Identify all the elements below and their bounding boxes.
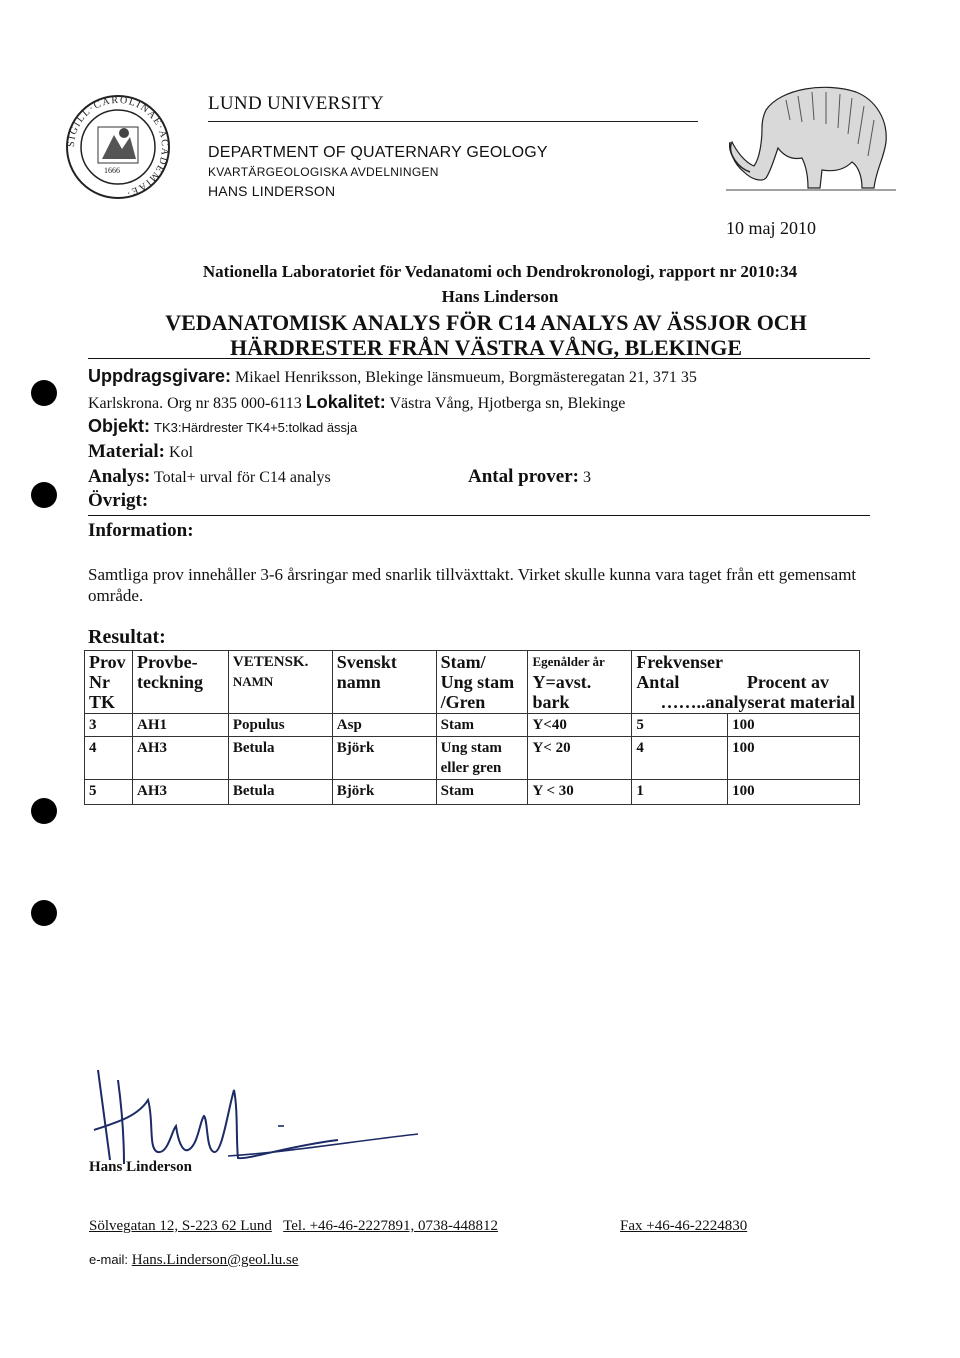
results-heading: Resultat:: [88, 626, 166, 648]
cell-vetensk: Populus: [228, 714, 332, 737]
report-title-line1: VEDANATOMISK ANALYS FÖR C14 ANALYS AV ÄSSJOR OCH: [165, 310, 807, 335]
header-rule: [208, 121, 698, 122]
email-label: e-mail:: [89, 1252, 129, 1267]
svg-text:SIGILL·CAROLINAE·ACADEMIAE·: SIGILL·CAROLINAE·ACADEMIAE·: [65, 94, 171, 199]
header-svenskt: Svenskt namn: [332, 651, 436, 714]
university-name: LUND UNIVERSITY: [208, 93, 385, 114]
cell-vetensk: Betula: [228, 737, 332, 780]
header-frekvenser: Frekvenser Antal Procent av ……..analyserat material: [632, 651, 860, 714]
analys-field: [88, 466, 331, 488]
report-date: 10 maj 2010: [726, 218, 816, 238]
cell-svenskt: Björk: [332, 737, 436, 780]
report-title-line2: HÄRDRESTER FRÅN VÄSTRA VÅNG, BLEKINGE: [229, 335, 742, 360]
footer-contact: [89, 1218, 498, 1235]
table-row: [85, 780, 860, 805]
cell-svenskt: Asp: [332, 714, 436, 737]
punch-hole: [31, 380, 57, 406]
signature-name: Hans Linderson: [89, 1159, 192, 1175]
objekt-field: [88, 416, 357, 437]
lab-report-line: Nationella Laboratoriet för Vedanatomi och Dendrokronologi, rapport nr 2010:34: [202, 262, 798, 281]
information-text: Samtliga prov innehåller 3-6 årsringar med snarlik tillväxttakt. Virket skulle kunna vara taget från ett gemensamt område.: [88, 565, 857, 605]
table-header-row: [85, 651, 860, 714]
cell-prov: 3: [85, 714, 133, 737]
cell-beteckning: AH3: [132, 780, 228, 805]
cell-antal: 4: [632, 737, 728, 780]
table-row: [85, 737, 860, 780]
antal-prover-value: 3: [583, 469, 591, 486]
information-label: Information:: [88, 520, 194, 541]
ovrigt-field: [88, 490, 148, 512]
footer-fax: Fax +46-46-2224830: [620, 1218, 748, 1234]
title-rule: [88, 358, 870, 359]
header-analyserat: ……..analyserat material: [660, 692, 855, 712]
uppdragsgivare-field: [88, 366, 697, 387]
punch-hole: [31, 798, 57, 824]
objekt-label: Objekt:: [88, 416, 151, 436]
header-provbeteckning: Provbe- teckning: [132, 651, 228, 714]
cell-procent: 100: [728, 780, 860, 805]
person-name: HANS LINDERSON: [208, 183, 336, 199]
cell-antal: 1: [632, 780, 728, 805]
cell-antal: 5: [632, 714, 728, 737]
objekt-value: TK3:Härdrester TK4+5:tolkad ässja: [154, 420, 358, 435]
header-procent: Procent av: [746, 672, 829, 692]
antal-prover-label: Antal prover:: [468, 466, 579, 487]
results-table: [84, 650, 860, 805]
uppdragsgivare-value: Mikael Henriksson, Blekinge länsmueum, Borgmästeregatan 21, 371 35: [235, 369, 697, 386]
header-antal: Antal: [636, 672, 680, 692]
table-row: [85, 714, 860, 737]
report-author: Hans Linderson: [441, 287, 559, 306]
university-seal-logo: [64, 93, 172, 201]
footer-tel: Tel. +46-46-2227891, 0738-448812: [283, 1218, 499, 1234]
cell-prov: 4: [85, 737, 133, 780]
punch-hole: [31, 900, 57, 926]
email-link[interactable]: Hans.Linderson@geol.lu.se: [131, 1252, 299, 1268]
mammoth-illustration: [726, 80, 896, 195]
footer-email-line: [89, 1252, 298, 1269]
cell-egenalder: Y< 20: [528, 737, 632, 780]
punch-hole: [31, 482, 57, 508]
department-name: DEPARTMENT OF QUATERNARY GEOLOGY: [208, 144, 548, 161]
header-vetensk: VETENSK. NAMN: [228, 651, 332, 714]
cell-beteckning: AH1: [132, 714, 228, 737]
cell-beteckning: AH3: [132, 737, 228, 780]
material-value: Kol: [169, 444, 194, 461]
cell-procent: 100: [728, 737, 860, 780]
footer-address: Sölvegatan 12, S-223 62 Lund: [89, 1218, 272, 1234]
lokalitet-label: Lokalitet:: [305, 392, 386, 412]
lokalitet-value: Västra Vång, Hjotberga sn, Blekinge: [389, 395, 626, 412]
cell-stam: Stam: [436, 714, 528, 737]
cell-procent: 100: [728, 714, 860, 737]
uppdragsgivare-label: Uppdragsgivare:: [88, 366, 232, 386]
header-stam: Stam/ Ung stam /Gren: [436, 651, 528, 714]
lokalitet-field: [88, 392, 625, 413]
cell-stam: Ung stam eller gren: [436, 737, 528, 780]
division-name: KVARTÄRGEOLOGISKA AVDELNINGEN: [208, 165, 439, 179]
antal-prover-field: [468, 466, 591, 488]
cell-svenskt: Björk: [332, 780, 436, 805]
material-field: [88, 441, 193, 463]
ovrigt-label: Övrigt:: [88, 490, 149, 511]
header-prov: Prov Nr TK: [85, 651, 133, 714]
cell-prov: 5: [85, 780, 133, 805]
cell-stam: Stam: [436, 780, 528, 805]
cell-egenalder: Y < 30: [528, 780, 632, 805]
handwritten-signature: [88, 1060, 428, 1170]
cell-egenalder: Y<40: [528, 714, 632, 737]
analys-label: Analys:: [88, 466, 151, 487]
ovrigt-rule: [88, 515, 870, 516]
analys-value: Total+ urval för C14 analys: [154, 469, 331, 486]
material-label: Material:: [88, 441, 166, 462]
header-egenalder: Egenålder år Y=avst. bark: [528, 651, 632, 714]
svg-text:1666: 1666: [104, 166, 120, 175]
cell-vetensk: Betula: [228, 780, 332, 805]
uppdragsgivare-value-cont: Karlskrona. Org nr 835 000-6113: [88, 395, 302, 412]
information-field: [88, 520, 194, 542]
